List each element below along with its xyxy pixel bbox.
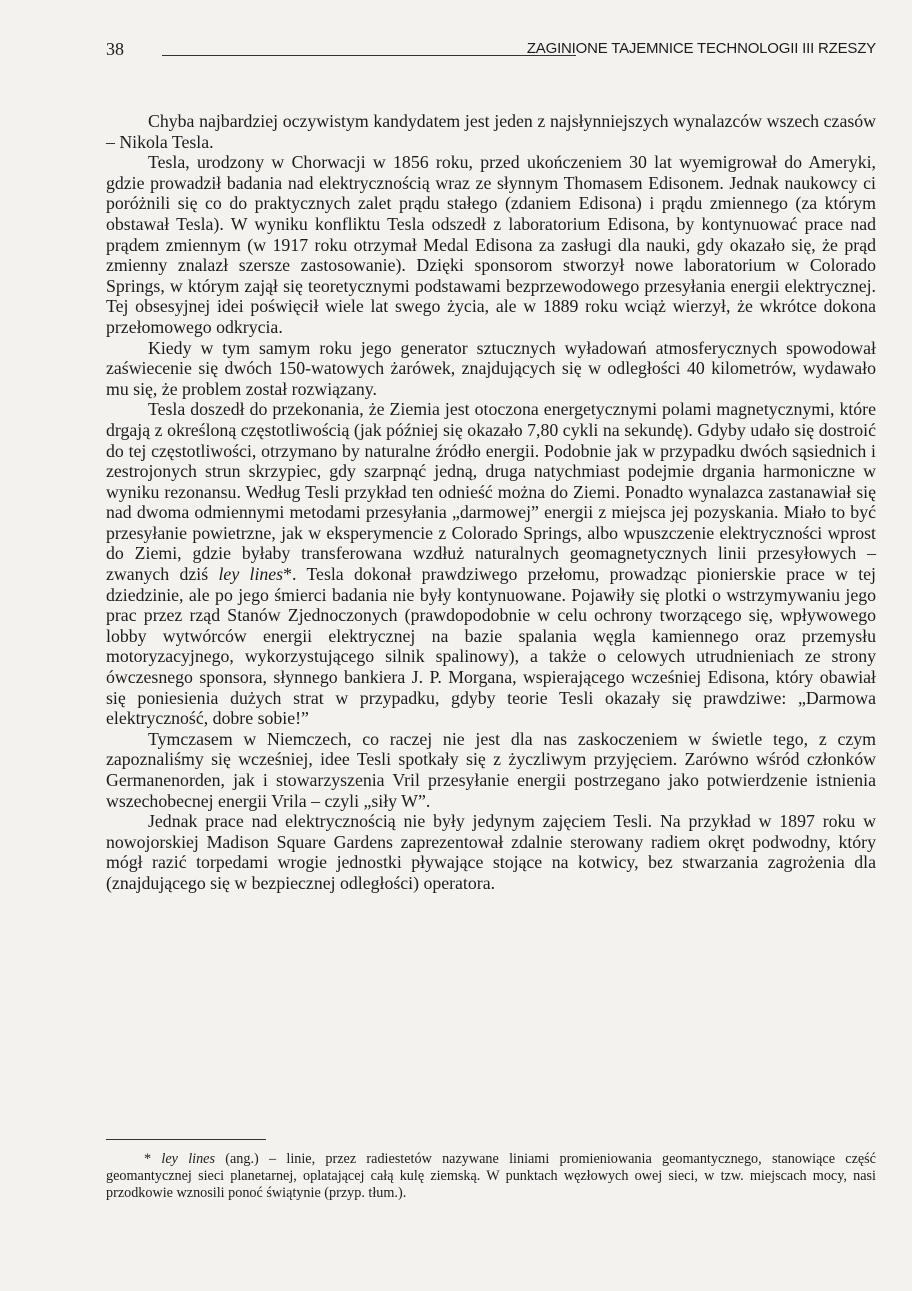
page-number: 38 [106,39,124,59]
footnote-marker: * [144,1151,162,1167]
footnote-term: ley lines [161,1151,215,1167]
header-rule [162,55,576,56]
paragraph-with-ley-lines [106,399,876,729]
running-title: ZAGINIONE TAJEMNICE TECHNOLOGII III RZESZY [526,40,876,57]
paragraph: Kiedy w tym samym roku jego generator sztucznych wyładowań atmosferycznych spowodował zaświecenie się dwóch 150-watowych żarówek, znajdujących się w odległości 40 kilometrów, wydawało mu się, że problem został rozwiązany. [106,337,876,399]
paragraph-text: Tesla doszedł do przekonania, że Ziemia jest otoczona energetycznymi polami magnetycznymi, które drgają z określoną częstotliwością (jak później się okazało 7,80 cykli na sekundę). Gdyby udało się dostroić do tej częstotliwości, otrzymano by naturalne źródło energii. Podobnie jak w przypadku dwóch sąsiednich i zestrojonych strun skrzypiec, gdy szarpnąć jedną, druga natychmiast podejmie drgania harmoniczne w wyniku rezonansu. Według Tesli przykład ten odnieść można do Ziemi. Ponadto wynalazca zastanawiał się nad dwoma odmiennymi metodami przesyłania „darmowej” energii z miejsca jej pozyskania. Miało to być przesyłanie powietrzne, jak w eksperymencie z Colorado Springs, albo wpuszczenie elektryczności wprost do Ziemi, gdzie byłaby transferowana wzdłuż naturalnych geomagnetycznych linii przesyłowych – zwanych dziś [106,399,876,585]
ley-lines-term: ley lines [218,564,284,585]
paragraph: Chyba najbardziej oczywistym kandydatem jest jeden z najsłynniejszych wynalazców wszech czasów – Nikola Tesla. [106,111,876,152]
paragraph: Tesla, urodzony w Chorwacji w 1856 roku, przed ukończeniem 30 lat wyemigrował do Ameryki, gdzie prowadził badania nad elektrycznością wraz ze słynnym Thomasem Edisonem. Jednak naukowcy ci poróżnili się co do praktycznych zalet prądu stałego (zdaniem Edisona) i prądu zmiennego (za którym obstawał Tesla). W wyniku konfliktu Tesla odszedł z laboratorium Edisona, by kontynuować prace nad prądem zmiennym (w 1917 roku otrzymał Medal Edisona za zasługi dla nauki, gdy okazało się, że prąd zmienny znalazł szersze zastosowanie). Dzięki sponsorom stworzył nowe laboratorium w Colorado Springs, w którym zajął się teoretycznymi podstawami bezprzewodowego przesyłania energii elektrycznej. Tej obsesyjnej idei poświęcił wiele lat swego życia, ale w 1889 roku wciąż wierzył, że wkrótce dokona przełomowego odkrycia. [106,152,876,337]
page-header [106,38,876,62]
footnote [106,1151,876,1202]
body-text [106,111,876,894]
footnote-text: (ang.) – linie, przez radiestetów nazywane liniami promieniowania geomantycznego, stanowiące część geomantycznej sieci planetarnej, oplatającej całą kulę ziemską. W punktach węzłowych owej sieci, w tzw. miejscach mocy, nasi przodkowie wznosili ponoć świątynie (przyp. tłum.). [106,1151,876,1201]
paragraph-text-continued: *. Tesla dokonał prawdziwego przełomu, prowadząc pionierskie prace w tej dziedzinie, ale po jego śmierci badania nie były kontynuowane. Pojawiły się plotki o wstrzymywaniu jego prac przez rząd Stanów Zjednoczonych (prawdopodobnie w celu ochrony tworzącego się, wpływowego lobby wytwórców energii elektrycznej na bazie spalania węgla kamiennego oraz przemysłu motoryzacyjnego, wykorzystującego silnik spalinowy), a także o celowych utrudnieniach ze strony ówczesnego sponsora, słynnego bankiera J. P. Morgana, wspierającego wcześniej Edisona, który obawiał się poniesienia dużych strat w przypadku, gdyby teorie Tesli okazały się prawdziwe: „Darmowa elektryczność, dobre sobie!” [106,564,876,729]
paragraph: Jednak prace nad elektrycznością nie były jedynym zajęciem Tesli. Na przykład w 1897 roku w nowojorskiej Madison Square Gardens zaprezentował zdalnie sterowany radiem okręt podwodny, który mógł razić torpedami wrogie jednostki pływające stojące na kotwicy, bez stwarzania zagrożenia dla (znajdującego się w bezpiecznej odległości) operatora. [106,811,876,893]
paragraph: Tymczasem w Niemczech, co raczej nie jest dla nas zaskoczeniem w świetle tego, z czym zapoznaliśmy się wcześniej, idee Tesli spotkały się z życzliwym przyjęciem. Zarówno wśród członków Germanenorden, jak i stowarzyszenia Vril przesyłanie energii postrzegano jako potwierdzenie istnienia wszechobecnej energii Vrila – czyli „siły W”. [106,728,876,811]
footnote-rule [106,1139,266,1140]
